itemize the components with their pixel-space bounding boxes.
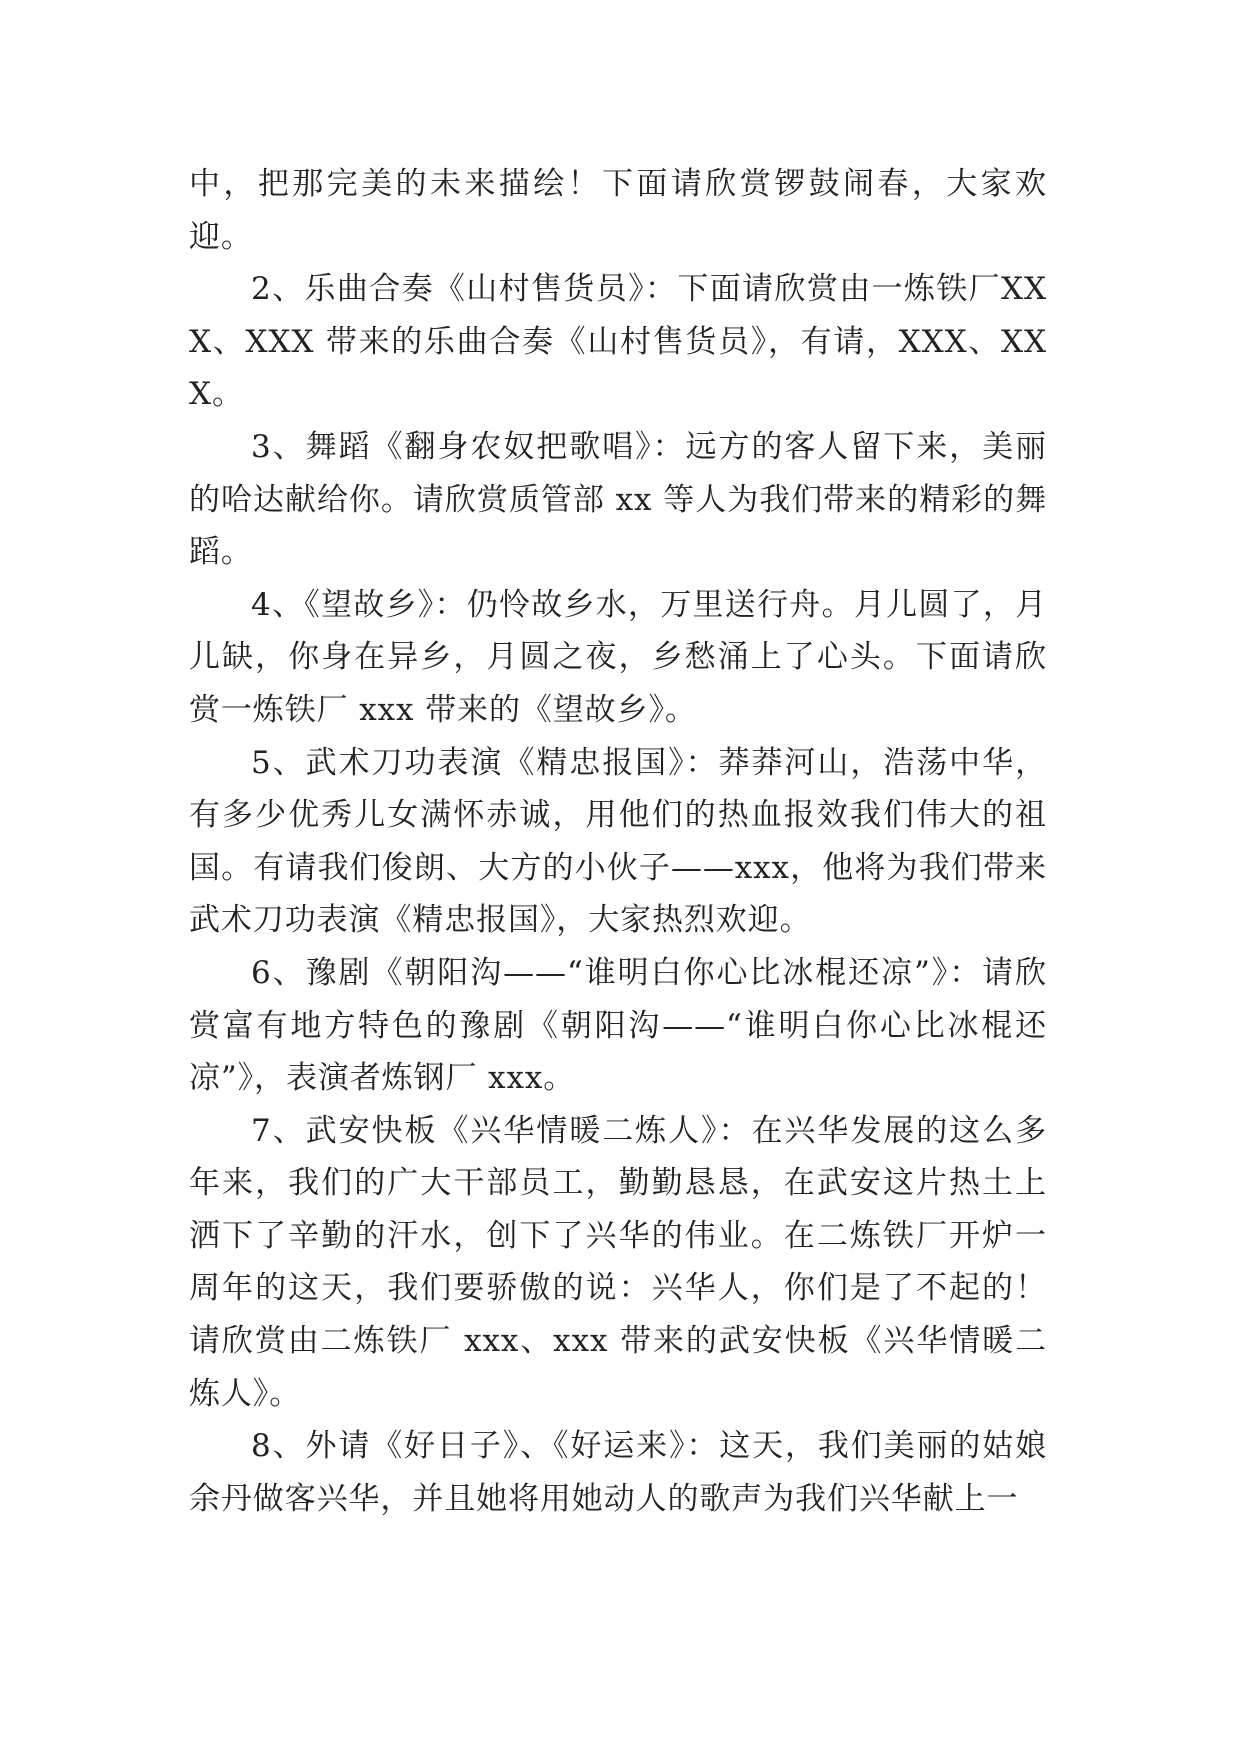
paragraph-item-2: 2、乐曲合奏《山村售货员》：下面请欣赏由一炼铁厂XXX、XXX 带来的乐曲合奏《山村售货员》，有请，XXX、XXX。 <box>189 271 1047 413</box>
paragraph-continuation: 中，把那完美的未来描绘！下面请欣赏锣鼓闹春，大家欢迎。 <box>189 166 1047 255</box>
paragraph-item-3: 3、舞蹈《翻身农奴把歌唱》：远方的客人留下来，美丽的哈达献给你。请欣赏质管部 xx 等人为我们带来的精彩的舞蹈。 <box>189 428 1047 571</box>
paragraph-item-8: 8、外请《好日子》、《好运来》：这天，我们美丽的姑娘余丹做客兴华，并且她将用她动人的歌声为我们兴华献上一 <box>189 1428 1047 1517</box>
paragraph-item-7: 7、武安快板《兴华情暖二炼人》：在兴华发展的这么多年来，我们的广大干部员工，勤勤恳恳，在武安这片热土上洒下了辛勤的汗水，创下了兴华的伟业。在二炼铁厂开炉一周年的这天，我们要骄傲的说：兴华人，你们是了不起的！请欣赏由二炼铁厂 xxx、xxx 带来的武安快板《兴华情暖二炼人》。 <box>189 1112 1047 1412</box>
paragraph-item-5: 5、武术刀功表演《精忠报国》：莽莽河山，浩荡中华，有多少优秀儿女满怀赤诚，用他们的热血报效我们伟大的祖国。有请我们俊朗、大方的小伙子——xxx，他将为我们带来武术刀功表演《精忠报国》，大家热烈欢迎。 <box>189 744 1047 939</box>
document-body <box>189 158 1047 1525</box>
paragraph-item-4: 4、《望故乡》：仍怜故乡水，万里送行舟。月儿圆了，月儿缺，你身在异乡，月圆之夜，乡愁涌上了心头。下面请欣赏一炼铁厂 xxx 带来的《望故乡》。 <box>189 586 1047 728</box>
paragraph-item-6: 6、豫剧《朝阳沟——“谁明白你心比冰棍还凉”》：请欣赏富有地方特色的豫剧《朝阳沟——“谁明白你心比冰棍还凉”》，表演者炼钢厂 xxx。 <box>189 954 1047 1097</box>
